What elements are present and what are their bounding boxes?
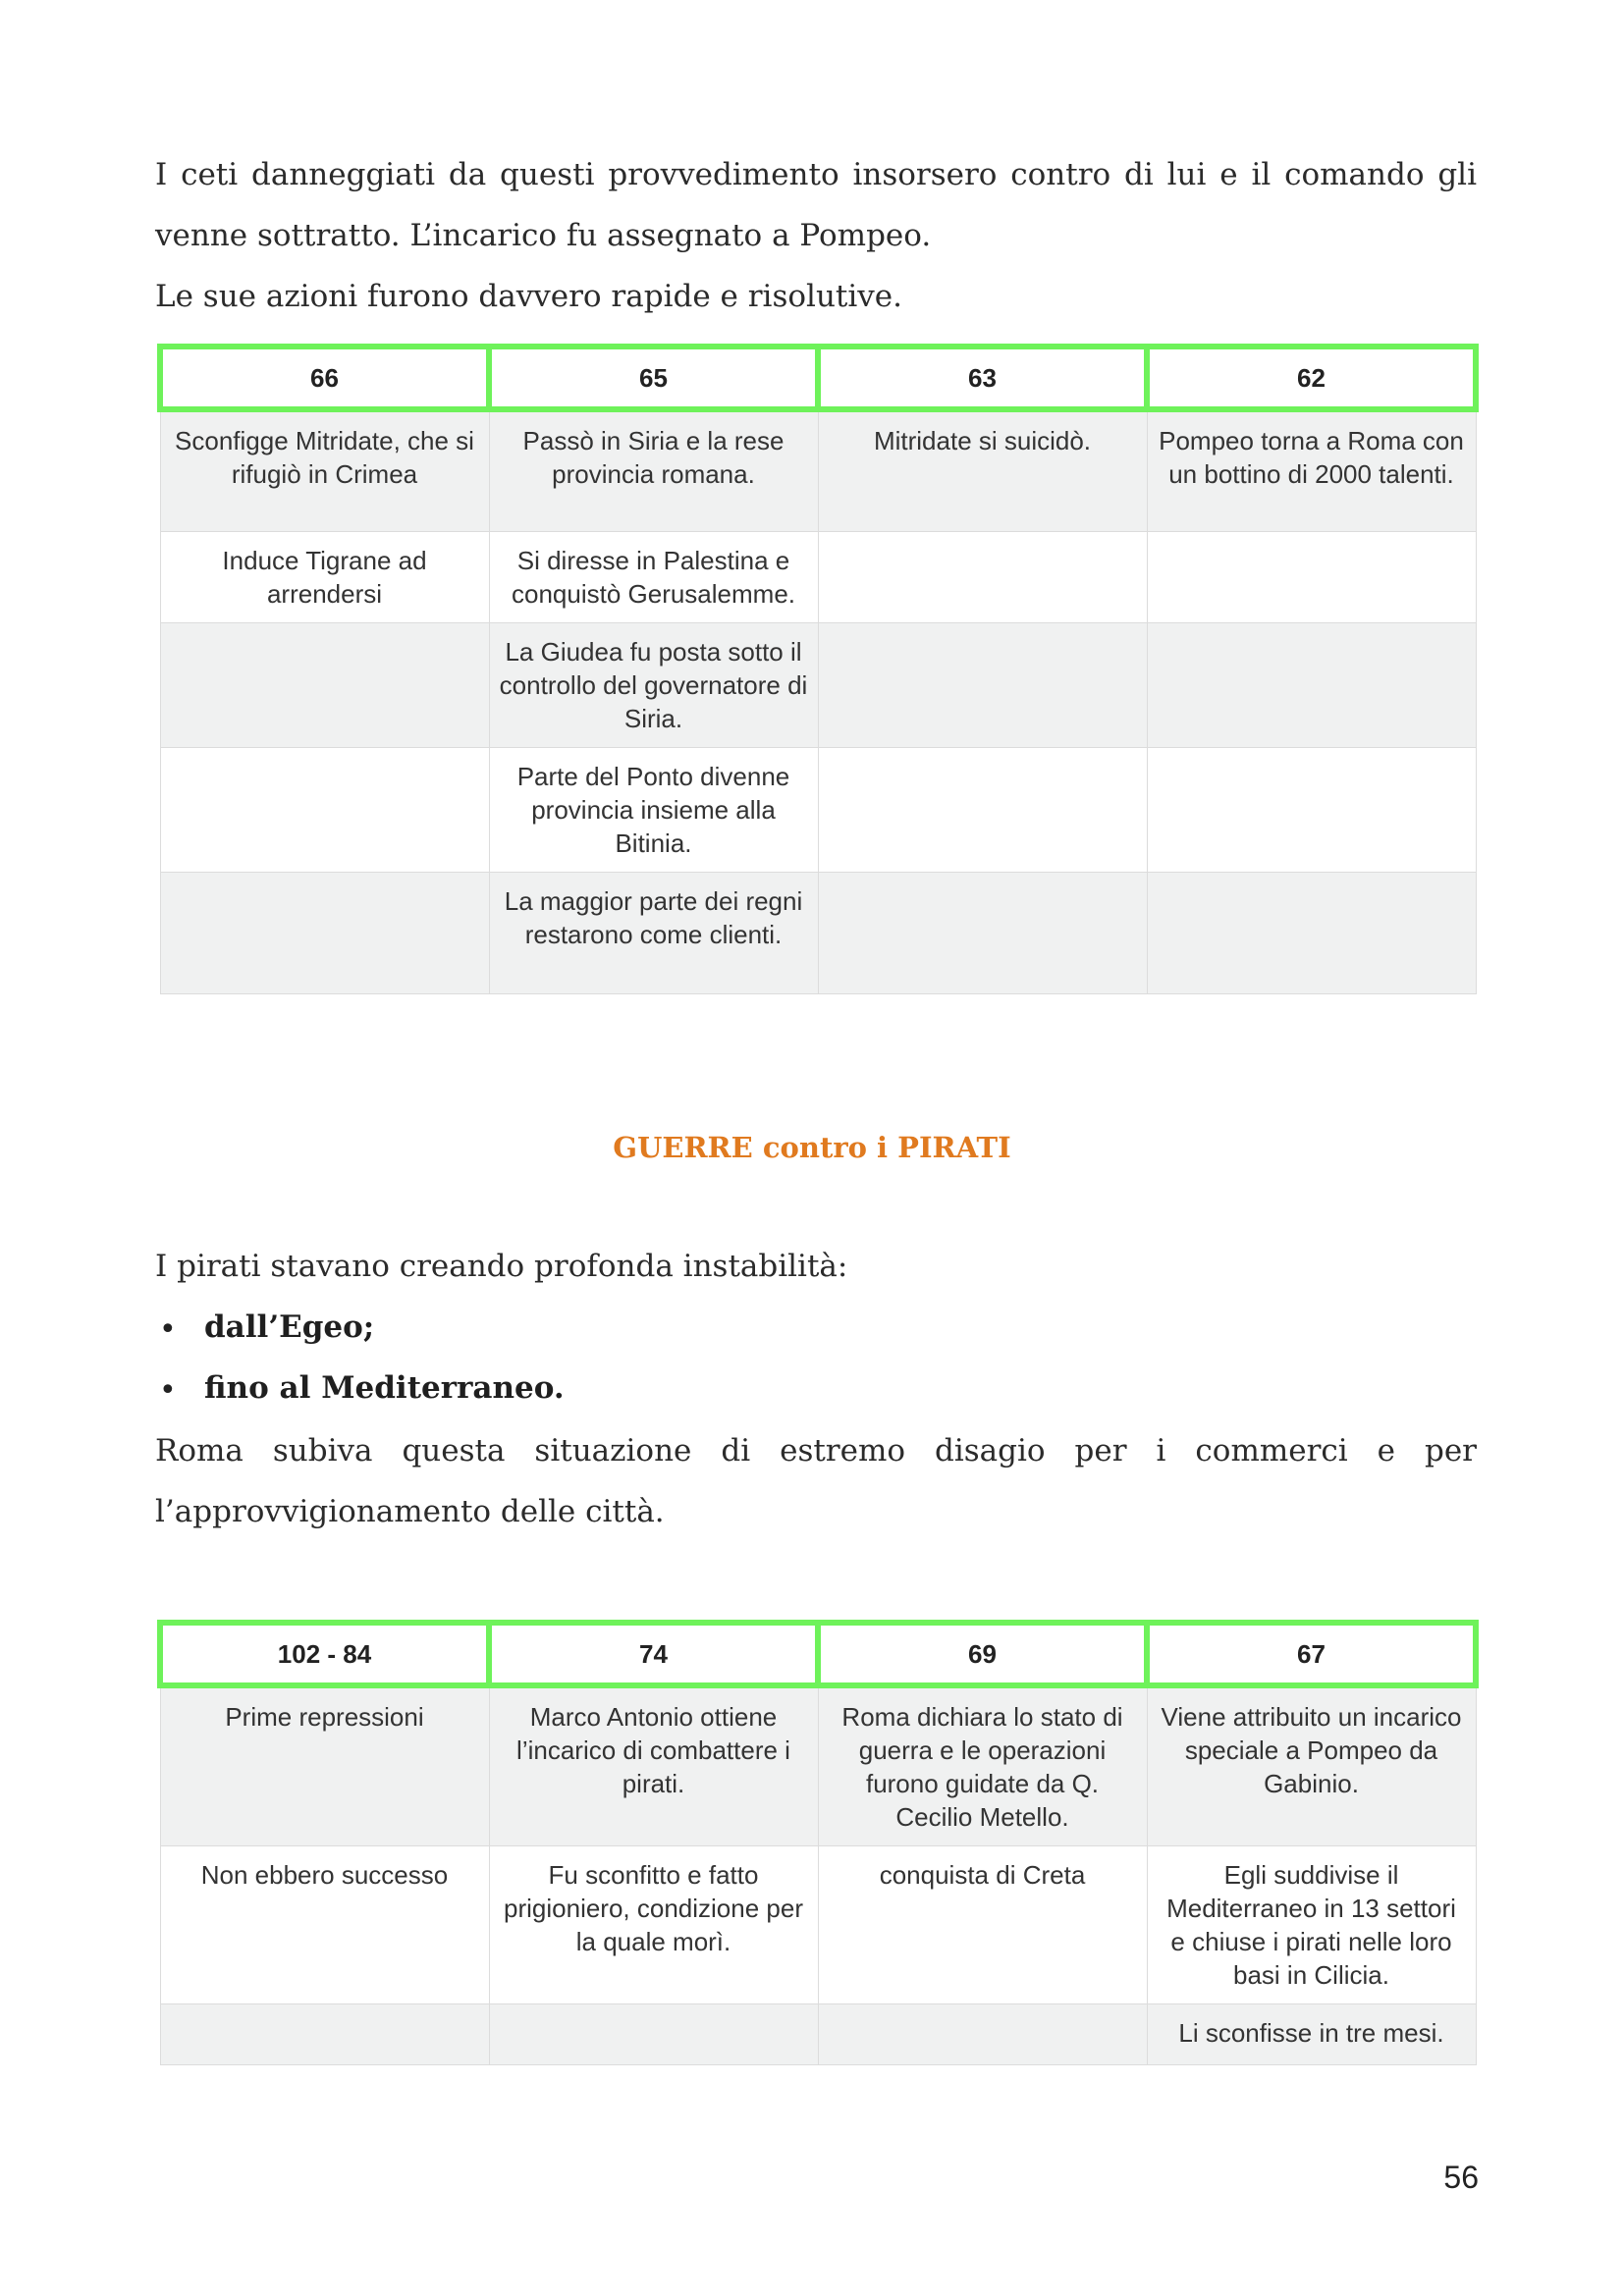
table-row — [160, 2004, 1476, 2065]
table-cell: Roma dichiara lo stato di guerra e le operazioni furono guidate da Q. Cecilio Metello. — [818, 1685, 1147, 1846]
header-cell: 62 — [1147, 347, 1476, 409]
table-row — [160, 409, 1476, 531]
page-number: 56 — [1443, 2160, 1479, 2195]
header-cell: 69 — [818, 1623, 1147, 1685]
section-title: GUERRE contro i PIRATI — [613, 1131, 1011, 1164]
table-cell: Pompeo torna a Roma con un bottino di 2000 talenti. — [1147, 409, 1476, 531]
pirates-para-line-1: Roma subiva questa situazione di estremo disagio per i commerci e per — [155, 1433, 1477, 1468]
table-row — [160, 747, 1476, 872]
table-cell: Non ebbero successo — [160, 1846, 489, 2004]
table-cell — [489, 2004, 818, 2065]
table-cell — [160, 622, 489, 747]
table-cell: Passò in Siria e la rese provincia romana. — [489, 409, 818, 531]
header-cell: 74 — [489, 1623, 818, 1685]
table-cell: Prime repressioni — [160, 1685, 489, 1846]
table-row — [160, 1685, 1476, 1846]
pirates-timeline-table — [157, 1620, 1479, 2065]
table-cell — [1147, 622, 1476, 747]
table-cell — [160, 747, 489, 872]
table-cell: Li sconfisse in tre mesi. — [1147, 2004, 1476, 2065]
pompeo-timeline-table — [157, 344, 1479, 994]
table-cell: Sconfigge Mitridate, che si rifugiò in Crimea — [160, 409, 489, 531]
header-cell: 65 — [489, 347, 818, 409]
table-row — [160, 1846, 1476, 2004]
table-cell: Fu sconfitto e fatto prigioniero, condizione per la quale morì. — [489, 1846, 818, 2004]
table-row — [160, 872, 1476, 993]
table-cell — [1147, 531, 1476, 622]
bullet-icon: • — [159, 1312, 177, 1347]
intro-line-3: Le sue azioni furono davvero rapide e risolutive. — [155, 279, 902, 314]
header-cell: 63 — [818, 347, 1147, 409]
table-cell — [818, 747, 1147, 872]
table-cell — [1147, 872, 1476, 993]
table-cell: Si diresse in Palestina e conquistò Gerusalemme. — [489, 531, 818, 622]
bullet-item: dall’Egeo; — [204, 1309, 375, 1345]
table-cell: Marco Antonio ottiene l’incarico di combattere i pirati. — [489, 1685, 818, 1846]
header-cell: 67 — [1147, 1623, 1476, 1685]
table-cell: Induce Tigrane ad arrendersi — [160, 531, 489, 622]
table-header-row — [160, 1623, 1476, 1685]
table-cell — [818, 531, 1147, 622]
table-header-row — [160, 347, 1476, 409]
table-cell — [1147, 747, 1476, 872]
table-cell — [160, 872, 489, 993]
bullet-icon: • — [159, 1373, 177, 1408]
intro-line-1: I ceti danneggiati da questi provvedimento insorsero contro di lui e il comando gli — [155, 157, 1477, 192]
table-cell: conquista di Creta — [818, 1846, 1147, 2004]
table-cell: Viene attribuito un incarico speciale a Pompeo da Gabinio. — [1147, 1685, 1476, 1846]
pirates-intro: I pirati stavano creando profonda instabilità: — [155, 1249, 848, 1284]
table-cell: Mitridate si suicidò. — [818, 409, 1147, 531]
header-cell: 66 — [160, 347, 489, 409]
table-row — [160, 622, 1476, 747]
intro-line-2: venne sottratto. L’incarico fu assegnato a Pompeo. — [155, 218, 932, 253]
pirates-para-line-2: l’approvvigionamento delle città. — [155, 1494, 665, 1529]
table-cell — [818, 872, 1147, 993]
table-cell: Egli suddivise il Mediterraneo in 13 settori e chiuse i pirati nelle loro basi in Cilicia. — [1147, 1846, 1476, 2004]
table-cell — [818, 2004, 1147, 2065]
header-cell: 102 - 84 — [160, 1623, 489, 1685]
bullet-item: fino al Mediterraneo. — [204, 1370, 565, 1406]
table-cell — [818, 622, 1147, 747]
table-row — [160, 531, 1476, 622]
table-cell: La Giudea fu posta sotto il controllo del governatore di Siria. — [489, 622, 818, 747]
table-cell: Parte del Ponto divenne provincia insieme alla Bitinia. — [489, 747, 818, 872]
table-cell — [160, 2004, 489, 2065]
table-cell: La maggior parte dei regni restarono come clienti. — [489, 872, 818, 993]
